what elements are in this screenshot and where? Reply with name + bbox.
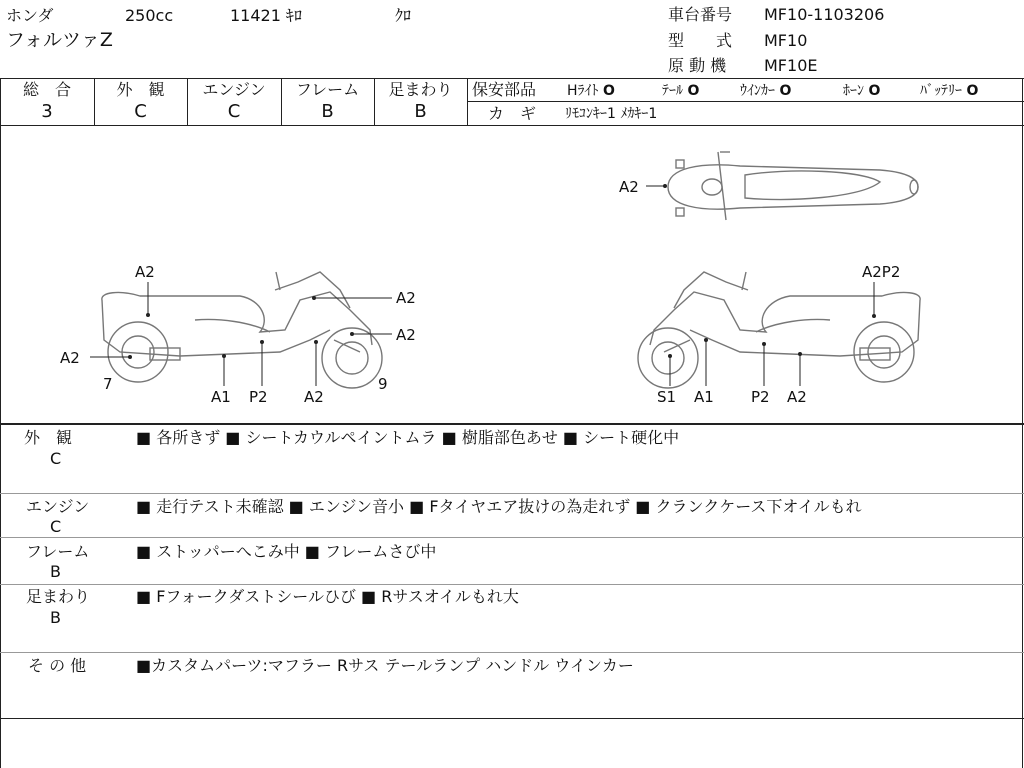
note-exterior-grade: C — [50, 449, 62, 468]
notes-divider — [0, 584, 1024, 585]
type-label: 型 式 — [668, 31, 733, 50]
key-label: カ ギ — [488, 104, 537, 123]
top-label-a2: A2 — [619, 178, 639, 196]
note-other-label: そ の 他 — [28, 656, 87, 675]
note-engine-grade: C — [50, 517, 62, 536]
leader-lines — [90, 186, 874, 386]
safety-item-headlight: Hﾗｲﾄ O — [567, 83, 615, 99]
grade-engine-label: エンジン — [202, 80, 266, 99]
scooter-top-view — [668, 152, 918, 220]
note-other-text: ■カスタムパーツ:マフラー Rサス テールランプ ハンドル ウインカー — [136, 656, 634, 675]
note-suspension-label: 足まわり — [26, 587, 91, 606]
right-label-a2: A2 — [787, 388, 807, 406]
left-label-a2-rear: A2 — [60, 349, 80, 367]
safety-label: 保安部品 — [472, 80, 537, 99]
grade-exterior-label: 外 観 — [116, 80, 165, 99]
notes-divider — [0, 652, 1024, 653]
note-frame-text: ■ ストッパーへこみ中 ■ フレームさび中 — [136, 542, 437, 561]
left-label-7: 7 — [103, 375, 113, 393]
left-label-a2-cowl: A2 — [396, 289, 416, 307]
notes-divider — [0, 493, 1024, 494]
frame-no: MF10-1103206 — [764, 5, 885, 24]
note-exterior-text: ■ 各所きず ■ シートカウルペイントムラ ■ 樹脂部色あせ ■ シート硬化中 — [136, 428, 680, 447]
grade-exterior-value: C — [134, 101, 147, 122]
mileage: 11421 ｷﾛ — [230, 6, 302, 25]
left-label-p2: P2 — [249, 388, 268, 406]
safety-item-winker: ｳｲﾝｶｰ O — [740, 83, 792, 99]
left-label-a1: A1 — [211, 388, 231, 406]
grade-suspension-label: 足まわり — [388, 80, 453, 99]
safety-item-battery: ﾊﾞｯﾃﾘｰ O — [920, 83, 979, 99]
right-label-a1: A1 — [694, 388, 714, 406]
note-suspension-text: ■ Fフォークダストシールひび ■ Rサスオイルもれ大 — [136, 587, 519, 606]
safety-item-horn: ﾎｰﾝ O — [843, 83, 881, 99]
model-name: フォルツァZ — [6, 29, 113, 51]
frame-no-label: 車台番号 — [668, 5, 733, 24]
maker: ホンダ — [6, 6, 54, 25]
grade-total-label: 総 合 — [22, 80, 71, 99]
note-engine-text: ■ 走行テスト未確認 ■ エンジン音小 ■ Fタイヤエア抜けの為走れず ■ クランクケース下オイルもれ — [136, 497, 862, 516]
scooter-left-view — [102, 272, 382, 388]
color: ｸﾛ — [395, 6, 412, 25]
type-value: MF10 — [764, 31, 808, 50]
note-frame-grade: B — [50, 562, 61, 581]
grade-frame-value: B — [321, 101, 334, 122]
engine-value: MF10E — [764, 56, 818, 75]
safety-item-tail: ﾃｰﾙ O — [662, 83, 700, 99]
notes-bottom-border — [0, 718, 1024, 719]
right-label-p2: P2 — [751, 388, 770, 406]
displacement: 250cc — [125, 6, 174, 25]
left-label-a2-front: A2 — [396, 326, 416, 344]
scooter-right-view — [638, 272, 920, 388]
left-label-a2-seat: A2 — [135, 263, 155, 281]
notes-divider — [0, 537, 1024, 538]
note-exterior-label: 外 観 — [24, 428, 73, 447]
grade-engine-value: C — [227, 101, 241, 122]
right-label-a2p2: A2P2 — [862, 263, 901, 281]
left-label-9: 9 — [378, 375, 388, 393]
note-suspension-grade: B — [50, 608, 61, 627]
grade-frame-label: フレーム — [295, 80, 360, 99]
key-value: ﾘﾓｺﾝｷｰ1 ﾒｶｷｰ1 — [565, 106, 658, 122]
right-label-s1: S1 — [657, 388, 677, 406]
notes-top-border — [0, 423, 1024, 425]
grade-total-value: 3 — [41, 101, 53, 122]
note-engine-label: エンジン — [26, 497, 90, 516]
grade-suspension-value: B — [414, 101, 427, 122]
engine-label: 原 動 機 — [668, 56, 727, 75]
note-frame-label: フレーム — [26, 542, 90, 561]
left-label-a2-floor: A2 — [304, 388, 324, 406]
